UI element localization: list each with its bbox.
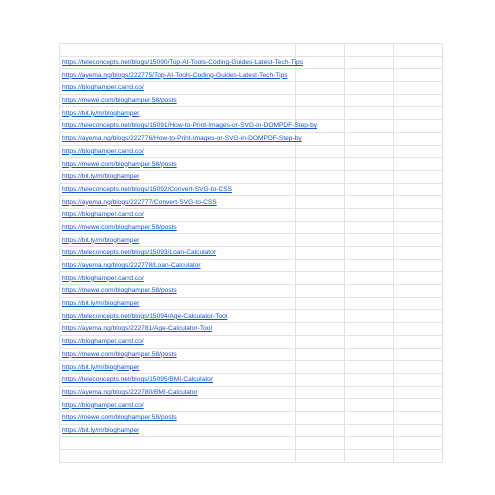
cell-column-b[interactable] bbox=[296, 247, 345, 260]
cell-column-d[interactable] bbox=[394, 361, 443, 374]
url-link[interactable]: https://teleconcepts.net/blogs/15095/BMI-Calculator bbox=[62, 376, 214, 384]
cell-column-c[interactable] bbox=[345, 348, 394, 361]
cell-column-a[interactable] bbox=[60, 361, 296, 374]
cell-column-a[interactable] bbox=[60, 348, 296, 361]
cell-column-a[interactable] bbox=[60, 56, 303, 69]
url-link[interactable]: https://ayema.ng/blogs/222776/How-to-Print-Images-or-SVG-in-DOMPDF-Step-by bbox=[62, 135, 302, 143]
cell-column-d[interactable] bbox=[394, 411, 443, 424]
cell-column-a[interactable] bbox=[60, 247, 296, 260]
table-row bbox=[60, 183, 443, 196]
cell-column-a[interactable] bbox=[60, 285, 296, 298]
cell-column-c[interactable] bbox=[345, 259, 394, 272]
cell-column-c[interactable] bbox=[345, 361, 394, 374]
cell-column-b[interactable] bbox=[296, 450, 345, 463]
cell-column-a[interactable] bbox=[60, 437, 296, 450]
cell-column-d[interactable] bbox=[394, 424, 443, 437]
cell-column-a[interactable] bbox=[60, 44, 296, 57]
cell-column-d[interactable] bbox=[394, 373, 443, 386]
url-link[interactable]: https://bit.ly/m/bloghamper bbox=[62, 300, 140, 308]
cell-column-c[interactable] bbox=[345, 145, 394, 158]
cell-column-b[interactable] bbox=[296, 297, 345, 310]
table-row bbox=[60, 437, 443, 450]
cell-column-b[interactable] bbox=[296, 348, 345, 361]
spreadsheet-body bbox=[60, 44, 443, 463]
cell-column-c[interactable] bbox=[345, 399, 394, 412]
cell-column-a[interactable] bbox=[60, 323, 296, 336]
cell-column-d[interactable] bbox=[394, 158, 443, 171]
cell-column-c[interactable] bbox=[345, 183, 394, 196]
cell-column-c[interactable] bbox=[345, 386, 394, 399]
cell-column-d[interactable] bbox=[394, 450, 443, 463]
cell-column-a[interactable] bbox=[60, 450, 296, 463]
cell-column-d[interactable] bbox=[394, 310, 443, 323]
table-row bbox=[60, 158, 443, 171]
cell-column-a[interactable] bbox=[60, 221, 296, 234]
cell-column-c[interactable] bbox=[345, 170, 394, 183]
cell-column-d[interactable] bbox=[394, 323, 443, 336]
cell-column-a[interactable] bbox=[60, 272, 296, 285]
table-row bbox=[60, 69, 443, 82]
cell-column-c[interactable] bbox=[345, 158, 394, 171]
cell-column-c[interactable] bbox=[345, 450, 394, 463]
cell-column-c[interactable] bbox=[345, 247, 394, 260]
table-row bbox=[60, 450, 443, 463]
url-link[interactable]: https://mewe.com/bloghamper.58/posts bbox=[62, 223, 177, 231]
table-row bbox=[60, 107, 443, 120]
cell-column-b[interactable] bbox=[296, 107, 345, 120]
cell-column-c[interactable] bbox=[345, 310, 394, 323]
table-row bbox=[60, 120, 443, 133]
cell-column-b[interactable] bbox=[296, 94, 345, 107]
url-link[interactable]: https://bloghamper.carrd.co/ bbox=[62, 338, 144, 346]
table-row bbox=[60, 234, 443, 247]
cell-column-c[interactable] bbox=[345, 424, 394, 437]
cell-column-a[interactable] bbox=[60, 373, 296, 386]
cell-column-c[interactable] bbox=[345, 285, 394, 298]
url-link[interactable]: https://bloghamper.carrd.co/ bbox=[62, 84, 144, 92]
cell-column-b[interactable] bbox=[296, 196, 345, 209]
table-row bbox=[60, 361, 443, 374]
cell-column-b[interactable] bbox=[296, 399, 345, 412]
cell-column-d[interactable] bbox=[394, 221, 443, 234]
cell-column-d[interactable] bbox=[394, 335, 443, 348]
cell-column-b[interactable] bbox=[296, 424, 345, 437]
cell-column-a[interactable] bbox=[60, 94, 296, 107]
cell-column-b[interactable] bbox=[296, 323, 345, 336]
cell-column-d[interactable] bbox=[394, 82, 443, 95]
cell-column-b[interactable] bbox=[296, 285, 345, 298]
cell-column-b[interactable] bbox=[296, 145, 345, 158]
cell-column-d[interactable] bbox=[394, 259, 443, 272]
table-row bbox=[60, 424, 443, 437]
cell-column-c[interactable] bbox=[345, 272, 394, 285]
cell-column-d[interactable] bbox=[394, 145, 443, 158]
url-link[interactable]: https://teleconcepts.net/blogs/15094/Age-Calculator-Tool bbox=[62, 312, 228, 320]
cell-column-d[interactable] bbox=[394, 94, 443, 107]
table-row bbox=[60, 259, 443, 272]
table-row bbox=[60, 145, 443, 158]
url-link[interactable]: https://ayema.ng/blogs/222781/Age-Calculator-Tool bbox=[62, 325, 212, 333]
table-row bbox=[60, 94, 443, 107]
cell-column-b[interactable] bbox=[296, 272, 345, 285]
table-row bbox=[60, 411, 443, 424]
cell-column-b[interactable] bbox=[296, 373, 345, 386]
cell-column-d[interactable] bbox=[394, 386, 443, 399]
spreadsheet-grid bbox=[59, 43, 443, 463]
cell-column-d[interactable] bbox=[394, 348, 443, 361]
cell-column-d[interactable] bbox=[394, 297, 443, 310]
cell-column-a[interactable] bbox=[60, 107, 296, 120]
cell-column-a[interactable] bbox=[60, 69, 296, 82]
cell-column-d[interactable] bbox=[394, 56, 443, 69]
cell-column-b[interactable] bbox=[296, 158, 345, 171]
cell-column-a[interactable] bbox=[60, 208, 296, 221]
url-link[interactable]: https://teleconcepts.net/blogs/15091/How-to-Print-Images-or-SVG-in-DOMPDF-Step-by bbox=[62, 122, 318, 130]
cell-column-a[interactable] bbox=[60, 399, 296, 412]
cell-column-a[interactable] bbox=[60, 158, 296, 171]
cell-column-d[interactable] bbox=[394, 183, 443, 196]
cell-column-b[interactable] bbox=[296, 234, 345, 247]
cell-column-a[interactable] bbox=[60, 310, 296, 323]
cell-column-c[interactable] bbox=[345, 335, 394, 348]
cell-column-b[interactable] bbox=[296, 361, 345, 374]
cell-column-b[interactable] bbox=[296, 170, 345, 183]
cell-column-a[interactable] bbox=[60, 145, 296, 158]
table-row bbox=[60, 221, 443, 234]
cell-column-b[interactable] bbox=[296, 437, 345, 450]
cell-column-c[interactable] bbox=[345, 373, 394, 386]
url-link[interactable]: https://ayema.ng/blogs/222778/Loan-Calculator bbox=[62, 262, 201, 270]
url-link[interactable]: https://bit.ly/m/bloghamper bbox=[62, 363, 140, 371]
url-link[interactable]: https://bit.ly/m/bloghamper bbox=[62, 173, 140, 181]
table-row bbox=[60, 272, 443, 285]
cell-column-c[interactable] bbox=[345, 437, 394, 450]
cell-column-c[interactable] bbox=[345, 94, 394, 107]
table-row bbox=[60, 82, 443, 95]
cell-column-c[interactable] bbox=[345, 234, 394, 247]
cell-column-a[interactable] bbox=[60, 386, 296, 399]
cell-column-b[interactable] bbox=[296, 82, 345, 95]
cell-column-b[interactable] bbox=[296, 69, 345, 82]
cell-column-c[interactable] bbox=[345, 56, 394, 69]
url-link[interactable]: https://teleconcepts.net/blogs/15092/Convert-SVG-to-CSS bbox=[62, 185, 233, 193]
url-link[interactable]: https://ayema.ng/blogs/222777/Convert-SVG-to-CSS bbox=[62, 198, 217, 206]
cell-column-a[interactable] bbox=[60, 82, 296, 95]
cell-column-d[interactable] bbox=[394, 285, 443, 298]
url-link[interactable]: https://bloghamper.carrd.co/ bbox=[62, 274, 144, 282]
cell-column-a[interactable] bbox=[60, 170, 296, 183]
cell-column-b[interactable] bbox=[296, 259, 345, 272]
url-link[interactable]: https://bloghamper.carrd.co/ bbox=[62, 401, 144, 409]
table-row bbox=[60, 386, 443, 399]
url-link[interactable]: https://bloghamper.carrd.co/ bbox=[62, 211, 144, 219]
table-row bbox=[60, 56, 443, 69]
table-row bbox=[60, 196, 443, 209]
cell-column-d[interactable] bbox=[394, 399, 443, 412]
cell-column-b[interactable] bbox=[296, 208, 345, 221]
cell-column-a[interactable] bbox=[60, 120, 318, 133]
cell-column-c[interactable] bbox=[345, 411, 394, 424]
cell-column-b[interactable] bbox=[296, 44, 345, 57]
table-row bbox=[60, 399, 443, 412]
cell-column-b[interactable] bbox=[296, 221, 345, 234]
table-row bbox=[60, 323, 443, 336]
cell-column-c[interactable] bbox=[345, 323, 394, 336]
cell-column-a[interactable] bbox=[60, 424, 296, 437]
cell-column-a[interactable] bbox=[60, 196, 296, 209]
cell-column-c[interactable] bbox=[345, 221, 394, 234]
cell-column-c[interactable] bbox=[345, 208, 394, 221]
table-row bbox=[60, 297, 443, 310]
table-row bbox=[60, 44, 443, 57]
url-link[interactable]: https://mewe.com/bloghamper.58/posts bbox=[62, 160, 177, 168]
table-row bbox=[60, 335, 443, 348]
cell-column-d[interactable] bbox=[394, 120, 443, 133]
cell-column-a[interactable] bbox=[60, 297, 296, 310]
cell-column-d[interactable] bbox=[394, 247, 443, 260]
url-link[interactable]: https://teleconcepts.net/blogs/15093/Loan-Calculator bbox=[62, 249, 216, 257]
cell-column-c[interactable] bbox=[345, 82, 394, 95]
table-row bbox=[60, 132, 443, 145]
cell-column-a[interactable] bbox=[60, 335, 296, 348]
cell-column-d[interactable] bbox=[394, 437, 443, 450]
table-row bbox=[60, 373, 443, 386]
cell-column-d[interactable] bbox=[394, 132, 443, 145]
cell-column-d[interactable] bbox=[394, 170, 443, 183]
url-link[interactable]: https://mewe.com/bloghamper.58/posts bbox=[62, 97, 177, 105]
cell-column-a[interactable] bbox=[60, 132, 302, 145]
cell-column-b[interactable] bbox=[296, 335, 345, 348]
cell-column-d[interactable] bbox=[394, 208, 443, 221]
cell-column-c[interactable] bbox=[345, 196, 394, 209]
url-link[interactable]: https://ayema.ng/blogs/222780/BMI-Calculator bbox=[62, 388, 198, 396]
url-link[interactable]: https://mewe.com/bloghamper.58/posts bbox=[62, 414, 177, 422]
table-row bbox=[60, 170, 443, 183]
cell-column-c[interactable] bbox=[345, 44, 394, 57]
url-link[interactable]: https://mewe.com/bloghamper.58/posts bbox=[62, 350, 177, 358]
cell-column-c[interactable] bbox=[345, 69, 394, 82]
url-link[interactable]: https://teleconcepts.net/blogs/15090/Top-AI-Tools-Coding-Guides-Latest-Tech-Tips bbox=[62, 59, 303, 67]
cell-column-d[interactable] bbox=[394, 272, 443, 285]
url-link[interactable]: https://mewe.com/bloghamper.58/posts bbox=[62, 287, 177, 295]
table-row bbox=[60, 310, 443, 323]
cell-column-a[interactable] bbox=[60, 411, 296, 424]
url-link[interactable]: https://ayema.ng/blogs/222775/Top-AI-Tools-Coding-Guides-Latest-Tech-Tips bbox=[62, 71, 288, 79]
table-row bbox=[60, 208, 443, 221]
cell-column-a[interactable] bbox=[60, 183, 296, 196]
url-link[interactable]: https://bit.ly/m/bloghamper bbox=[62, 236, 140, 244]
cell-column-b[interactable] bbox=[296, 310, 345, 323]
cell-column-d[interactable] bbox=[394, 44, 443, 57]
cell-column-b[interactable] bbox=[296, 132, 345, 145]
cell-column-d[interactable] bbox=[394, 69, 443, 82]
cell-column-b[interactable] bbox=[296, 411, 345, 424]
table-row bbox=[60, 247, 443, 260]
cell-column-d[interactable] bbox=[394, 107, 443, 120]
cell-column-d[interactable] bbox=[394, 196, 443, 209]
cell-column-d[interactable] bbox=[394, 234, 443, 247]
cell-column-a[interactable] bbox=[60, 259, 296, 272]
cell-column-c[interactable] bbox=[345, 132, 394, 145]
table-row bbox=[60, 285, 443, 298]
cell-column-c[interactable] bbox=[345, 107, 394, 120]
cell-column-a[interactable] bbox=[60, 234, 296, 247]
cell-column-c[interactable] bbox=[345, 120, 394, 133]
cell-column-b[interactable] bbox=[296, 386, 345, 399]
url-link[interactable]: https://bit.ly/m/bloghamper bbox=[62, 109, 140, 117]
cell-column-c[interactable] bbox=[345, 297, 394, 310]
table-row bbox=[60, 348, 443, 361]
cell-column-b[interactable] bbox=[296, 183, 345, 196]
url-link[interactable]: https://bloghamper.carrd.co/ bbox=[62, 147, 144, 155]
url-link[interactable]: https://bit.ly/m/bloghamper bbox=[62, 426, 140, 434]
